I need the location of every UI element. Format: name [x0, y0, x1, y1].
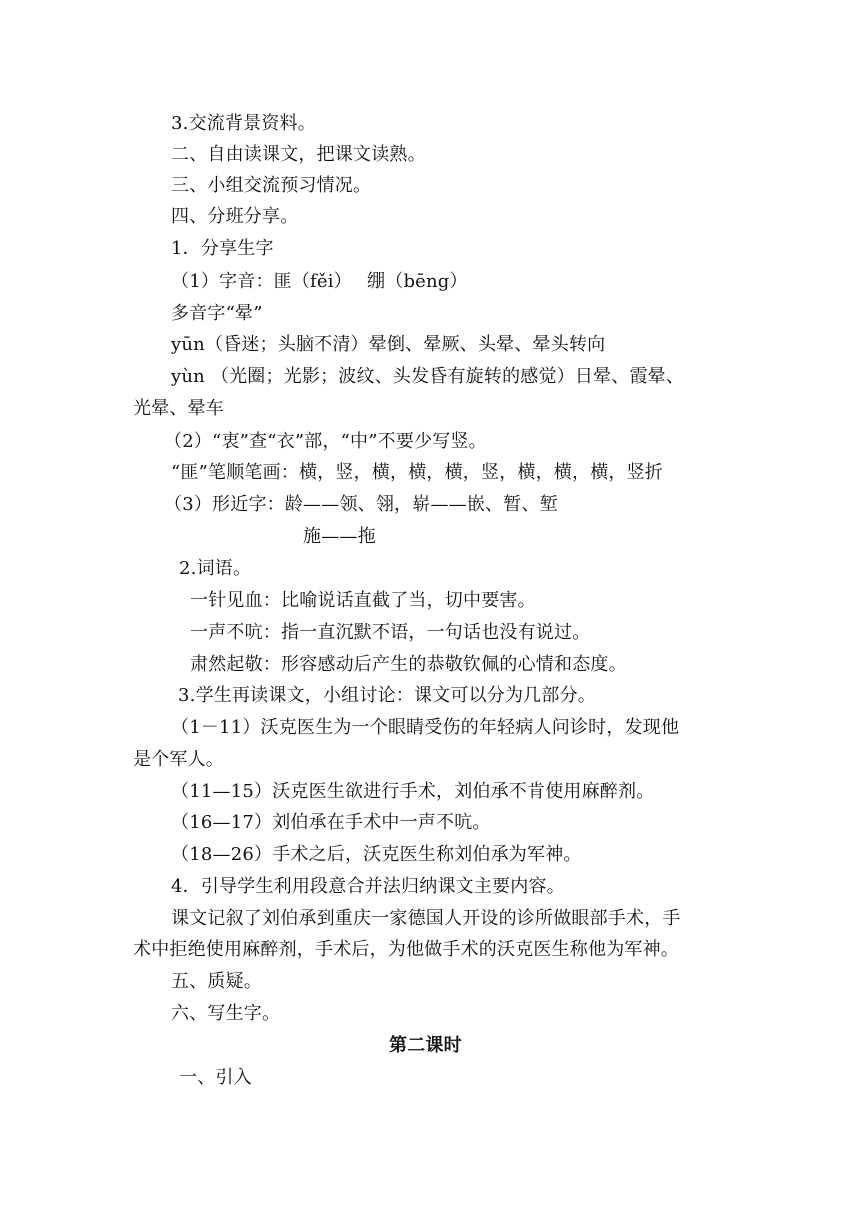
text-line: 一针见血：比喻说话直截了当，切中要害。	[190, 590, 536, 611]
text-line: 1．分享生字	[171, 238, 274, 259]
text-line: 多音字“晕”	[171, 303, 263, 324]
text-line: 2.词语。	[179, 558, 252, 579]
text-line: 4．引导学生利用段意合并法归纳课文主要内容。	[171, 876, 565, 897]
text-line: 五、质疑。	[171, 971, 262, 992]
text-line: 肃然起敬：形容感动后产生的恭敬钦佩的心情和态度。	[190, 654, 627, 675]
text-line: 3.交流背景资料。	[171, 113, 316, 134]
text-line: 三、小组交流预习情况。	[171, 175, 372, 196]
text-line: （1）字音：匪（fěi） 绷（bēng）	[171, 271, 468, 292]
section-heading: 第二课时	[389, 1035, 462, 1056]
text-line: 3.学生再读课文，小组讨论：课文可以分为几部分。	[178, 685, 596, 706]
text-line: （1－11）沃克医生为一个眼睛受伤的年轻病人问诊时，发现他	[171, 717, 680, 738]
text-line: 六、写生字。	[171, 1003, 281, 1024]
text-line: （11—15）沃克医生欲进行手术，刘伯承不肯使用麻醉剂。	[171, 781, 655, 802]
text-line: 光晕、晕车	[133, 398, 224, 419]
text-line: 术中拒绝使用麻醉剂，手术后，为他做手术的沃克医生称他为军神。	[133, 939, 679, 960]
text-line: yūn（昏迷；头脑不清）晕倒、晕厥、头晕、晕头转向	[171, 334, 606, 355]
text-line: 二、自由读课文，把课文读熟。	[171, 144, 426, 165]
text-line: （3）形近字：龄——领、翎，崭——嵌、暂、堑	[164, 494, 558, 515]
text-line: （16—17）刘伯承在手术中一声不吭。	[171, 812, 491, 833]
text-line: 施——拖	[303, 526, 376, 547]
text-line: yùn （光圈；光影；波纹、头发昏有旋转的感觉）日晕、霞晕、	[171, 366, 685, 387]
text-line: （18—26）手术之后，沃克医生称刘伯承为军神。	[171, 844, 582, 865]
text-line: 一声不吭：指一直沉默不语，一句话也没有说过。	[190, 622, 591, 643]
text-line: 是个军人。	[133, 749, 224, 770]
text-line: 课文记叙了刘伯承到重庆一家德国人开设的诊所做眼部手术，手	[171, 908, 681, 929]
text-line: 四、分班分享。	[171, 206, 299, 227]
text-line: 一、引入	[179, 1067, 252, 1088]
text-line: “匪”笔顺笔画：横，竖，横，横，横，竖，横，横，横，竖折	[171, 462, 664, 483]
text-line: （2）“衷”查“衣”部，“中”不要少写竖。	[164, 431, 487, 452]
